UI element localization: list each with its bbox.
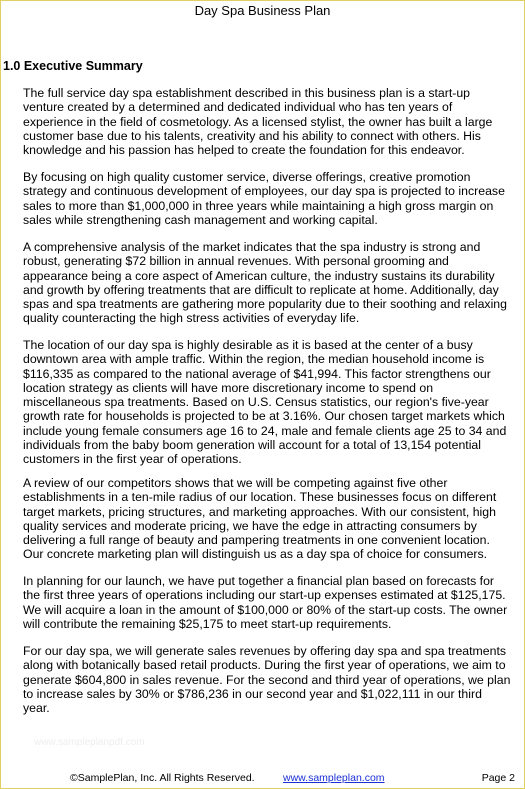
paragraph-sales: For our day spa, we will generate sales revenues by offering day spa and spa treatments along with botanically based retail products. During the first year of operations, we aim to generate $604,800 in sales revenue. For the second and third year of operations, we plan to increase sales by 30% or $786,236 in our second year and $1,022,111 in our third year. [23,644,511,716]
paragraph-strategy: By focusing on high quality customer service, diverse offerings, creative promotion strategy and continuous development of employees, our day spa is projected to increase sales to more than $1,000,000 in three years while maintaining a high gross margin on sales while strengthening cash management and working capital. [23,170,505,227]
paragraph-location: The location of our day spa is highly desirable as it is based at the center of a busy downtown area with ample traffic. Within the region, the median household income is $116,335 as compared to the national average of $41,994. This factor strengthens our location strategy as clients will have more discretionary income to spend on miscellaneous spa treatments. Based on U.S. Census statistics, our region's five-year growth rate for households is projected to be at 3.16%. Our chosen target markets which include young female consumers age 16 to 24, male and female clients age 25 to 34 and individuals from the baby boom generation will account for a total of 13,154 potential customers in the first year of operations. [23,338,507,467]
paragraph-financial-plan: In planning for our launch, we have put together a financial plan based on forecasts for the first three years of operations including our start-up expenses estimated at $125,175. We will acquire a loan in the amount of $100,000 or 80% of the start-up costs. The owner will contribute the remaining $25,175 to meet start-up requirements. [23,574,508,631]
watermark-text: www.sampleplanpdf.com [34,737,145,748]
footer-website-link[interactable]: www.sampleplan.com [283,772,385,784]
paragraph-intro: The full service day spa establishment described in this business plan is a start-up venture created by a determined and dedicated individual who has ten years of experience in the field of cosmetology. As a licensed stylist, the owner has built a large customer base due to his talents, creativity and his ability to connect with others. His knowledge and his passion has helped to create the foundation for this endeavor. [23,86,493,158]
footer-copyright: ©SamplePlan, Inc. All Rights Reserved. [70,772,255,784]
section-heading: 1.0 Executive Summary [3,59,143,73]
page-footer [0,771,525,785]
paragraph-market: A comprehensive analysis of the market indicates that the spa industry is strong and robust, generating $72 billion in annual revenues. With personal grooming and appearance being a core aspect of American culture, the industry sustains its durability and growth by offering treatments that are difficult to replicate at home. Additionally, day spas and spa treatments are gathering more popularity due to their soothing and relaxing quality counteracting the high stress activities of everyday life. [23,240,507,326]
footer-page-number: Page 2 [481,772,515,784]
paragraph-competitors: A review of our competitors shows that we will be competing against five other establishments in a ten-mile radius of our location. These businesses focus on different target markets, pricing structures, and marketing approaches. With our consistent, high quality services and moderate pricing, we have the edge in attracting consumers by delivering a full range of beauty and pampering treatments in one convenient location. Our concrete marketing plan will distinguish us as a day spa of choice for consumers. [23,476,497,562]
page-header-title: Day Spa Business Plan [194,3,331,18]
